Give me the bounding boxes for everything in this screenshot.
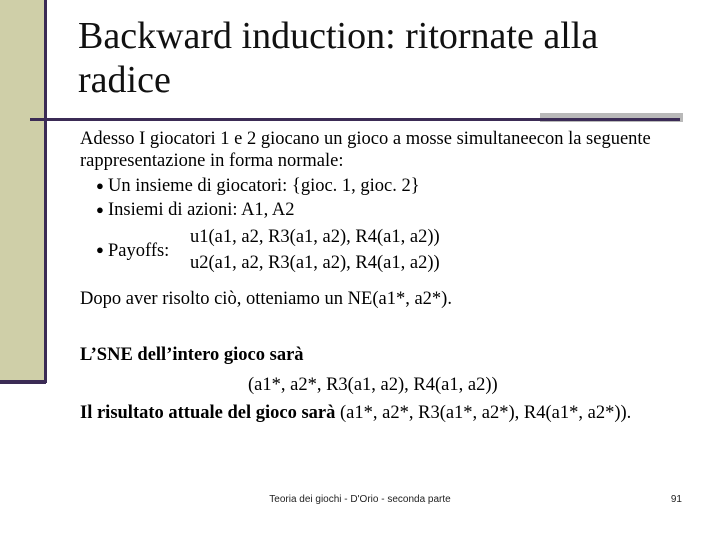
bullet-dot-icon: ● bbox=[96, 178, 104, 193]
slide-body bbox=[80, 128, 710, 424]
sne-formula: (a1*, a2*, R3(a1, a2), R4(a1, a2)) bbox=[248, 375, 498, 395]
ne-line: Dopo aver risolto ciò, otteniamo un NE(a1*, a2*). bbox=[80, 289, 452, 309]
page-number: 91 bbox=[670, 494, 682, 505]
bullet-actions bbox=[80, 198, 710, 222]
actions-text: Insiemi di azioni: A1, A2 bbox=[108, 200, 295, 220]
bullet-dot-icon: ● bbox=[96, 242, 104, 257]
sidebar-edge-line bbox=[44, 0, 47, 383]
bullet-players bbox=[80, 174, 710, 198]
result-formula: (a1*, a2*, R3(a1*, a2*), R4(a1*, a2*)). bbox=[340, 403, 632, 423]
sne-heading: L’SNE dell’intero gioco sarà bbox=[80, 345, 304, 365]
bullet-payoffs bbox=[80, 224, 710, 278]
slide-title: Backward induction: ritornate alla radice bbox=[78, 15, 599, 101]
sidebar-decoration bbox=[0, 0, 46, 383]
bullet-list bbox=[80, 174, 710, 222]
result-line bbox=[80, 402, 710, 424]
payoff-formulas bbox=[190, 224, 440, 276]
result-label: Il risultato attuale del gioco sarà bbox=[80, 403, 336, 423]
players-text: Un insieme di giocatori: {gioc. 1, gioc. 2} bbox=[108, 176, 420, 196]
sidebar-bottom-line bbox=[0, 380, 46, 384]
title-rule bbox=[30, 118, 680, 121]
bullet-dot-icon: ● bbox=[96, 202, 104, 217]
payoffs-label: Payoffs: bbox=[108, 241, 170, 261]
footer-text: Teoria dei giochi - D'Orio - seconda parte bbox=[269, 494, 451, 505]
intro-paragraph: Adesso I giocatori 1 e 2 giocano un gioco a mosse simultaneecon la seguente rappresentazione in forma normale: bbox=[80, 129, 651, 171]
payoff-1-formula: u1(a1, a2, R3(a1, a2), R4(a1, a2)) bbox=[190, 227, 440, 247]
payoff-2-formula: u2(a1, a2, R3(a1, a2), R4(a1, a2)) bbox=[190, 253, 440, 273]
